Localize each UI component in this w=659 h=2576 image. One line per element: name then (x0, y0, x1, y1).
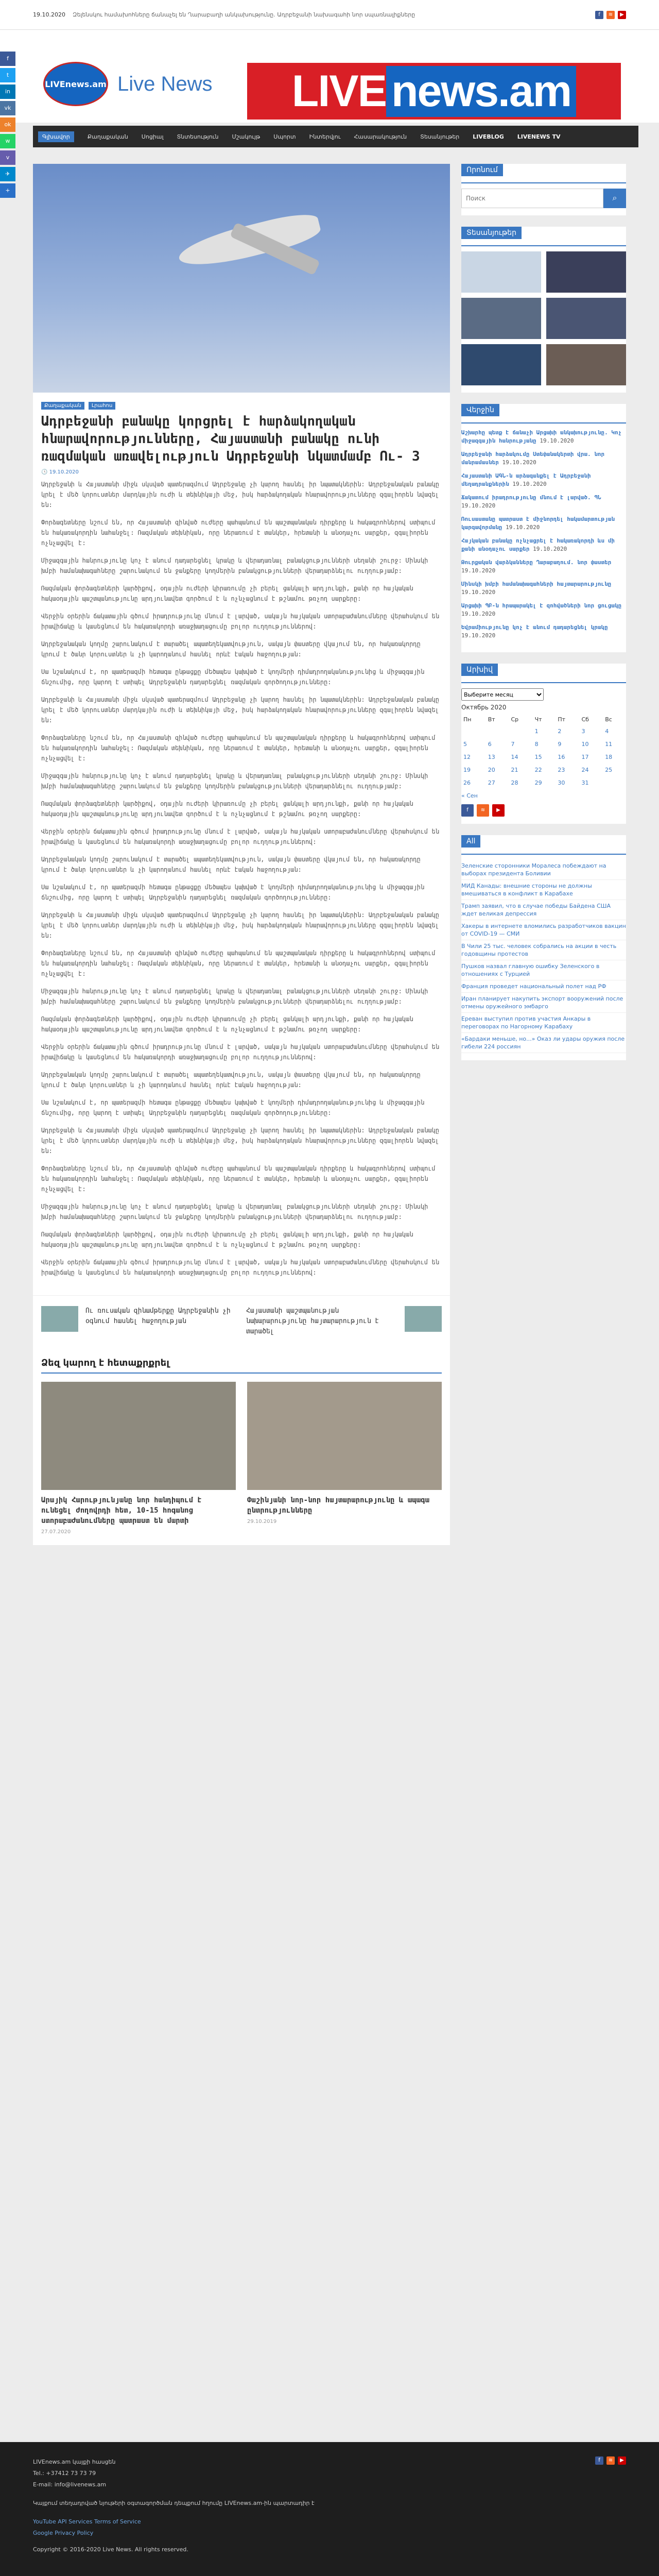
viber-share-icon[interactable]: v (0, 150, 15, 165)
archive-select[interactable] (461, 688, 544, 701)
footer-social (595, 2456, 626, 2465)
calendar-day[interactable]: 15 (534, 754, 542, 760)
top-social (595, 11, 626, 19)
article-paragraph: Վերջին օրերին ճակատային գծում իրադրությունը մնում է լարված, սակայն հայկական ստորաբաժանումները վերահսկում են իրավիճակը և կասեցնում են հակառակորդի առաջխաղացումը բոլոր ուղղություններով: (41, 1043, 440, 1061)
more-share-icon[interactable]: + (0, 183, 15, 198)
facebook-icon[interactable]: f (595, 11, 603, 19)
article-paragraph: Ադրբեջանի և Հայաստանի միջև սկսված պատերազմում Ադրբեջանը չի կարող հասնել իր նպատակներին: Ադրբեջանական բանակը կրել է մեծ կորուստներ մարդկային ուժի և տեխնիկայի մեջ, իսկ հարձակողական հնարավորությունները զգալիորեն նվազել են: (41, 1127, 440, 1155)
related-date: 29.10.2019 (247, 1519, 277, 1524)
article-paragraph: Միջազգային հանրությունը կոչ է անում դադարեցնել կրակը և վերադառնալ բանակցությունների սեղանի շուրջ: Մինսկի խմբի համանախագահները շարունակում են ջանքերը կողմերին բանակցությունների վերադարձնելու ուղղությամբ: (41, 988, 428, 1005)
prev-post-title[interactable]: Ու ռուսական զինամթերքը Ադրբեջանին չի օգնում հասնել հաջողության (85, 1307, 231, 1325)
vk-share-icon[interactable]: vk (0, 101, 15, 115)
nav-item[interactable]: Սոցիալ (141, 133, 164, 140)
widget-title: Արխիվ (461, 664, 498, 676)
widget-title: Վերջին (461, 404, 499, 416)
article-paragraph: Սա նշանակում է, որ պատերազմի հետագա ընթացքը մեծապես կախված է կողմերի դիմադրողականությունից և միջազգային ճնշումից, որը կարող է ստիպել Ադրբեջանին դադարեցնել ռազմական գործողությունները: (41, 668, 425, 686)
next-post-thumb (405, 1306, 442, 1332)
feed-widget (461, 835, 626, 1060)
widget-title: Տեսանյութեր (461, 227, 522, 239)
calendar: Октябрь 2020 Пн Вт Ср Чт Пт Сб Вс 1 2 3 4 5 6 7 8 9 10 11 12 13 14 15 16 17 18 19 20 21 22 23 24 25 26 27 28 29 30 31 (461, 701, 626, 789)
facebook-icon[interactable]: f (461, 804, 474, 817)
calendar-day[interactable]: 26 (463, 779, 471, 786)
recent-link[interactable]: Մինսկի խմբի համանախագահների հայտարարությունը 19.10.2020 (461, 581, 612, 596)
calendar-day[interactable]: 25 (605, 767, 613, 773)
telegram-share-icon[interactable]: ✈ (0, 167, 15, 181)
feed-link[interactable]: Зеленские сторонники Моралеса побеждают на выборах президента Боливии (461, 860, 626, 880)
calendar-day[interactable]: 6 (488, 741, 492, 748)
article-date: 🕓 19.10.2020 (41, 469, 79, 475)
article-paragraph: Սա նշանակում է, որ պատերազմի հետագա ընթացքը մեծապես կախված է կողմերի դիմադրողականությունից և միջազգային ճնշումից, որը կարող է ստիպել Ադրբեջանին դադարեցնել ռազմական գործողությունները: (41, 884, 425, 901)
footer-line: E-mail: info@livenews.am (33, 2481, 107, 2488)
recent-widget (461, 404, 626, 652)
related-image[interactable] (41, 1382, 236, 1490)
feed-link[interactable]: Иран планирует накупить экспорт вооружений после отмены оружейного эмбарго (461, 993, 626, 1013)
article-paragraph: Ադրբեջանի և Հայաստանի միջև սկսված պատերազմում Ադրբեջանը չի կարող հասնել իր նպատակներին: Ադրբեջանական բանակը կրել է մեծ կորուստներ մարդկային ուժի և տեխնիկայի մեջ, իսկ հարձակողական հնարավորությունները զգալիորեն նվազել են: (41, 696, 440, 724)
widget-social (461, 804, 626, 817)
facebook-share-icon[interactable]: f (0, 52, 15, 66)
article-paragraph: Ռազմական փորձագետների կարծիքով, օդային ուժերի կիրառումը չի բերել ցանկալի արդյունքի, քանի որ հայկական հակաօդային պաշտպանությունը արդյունավետ գործում է և ոչնչացնում է թշնամու թռչող սարքերը: (41, 1231, 413, 1248)
article-paragraph: Փորձագետները նշում են, որ Հայաստանի զինված ուժերը պահպանում են պաշտպանական դիրքերը և հակագրոհներով ստիպում են հակառակորդին նահանջել: Ռազմական տեխնիկան, որը ներառում է տանկեր, հրետանի և անօդաչու սարքեր, զգալիորեն ոչնչացվել է: (41, 519, 436, 547)
feed-link[interactable]: Трамп заявил, что в случае победы Байдена США ждет великая депрессия (461, 900, 626, 920)
widget-title: All (461, 835, 480, 848)
news-ticker[interactable]: Զելենսկու համախոհները ճանաչել են Ղարաբաղի անկախությունը. Ադրբեջանի նախագահի նոր սպառնալիքները (72, 11, 415, 18)
article-paragraph: Փորձագետները նշում են, որ Հայաստանի զինված ուժերը պահպանում են պաշտպանական դիրքերը և հակագրոհներով ստիպում են հակառակորդին նահանջել: Ռազմական տեխնիկան, որը ներառում է տանկեր, հրետանի և անօդաչու սարքեր, զգալիորեն ոչնչացվել է: (41, 950, 436, 977)
calendar-caption: Октябрь 2020 (461, 704, 507, 711)
site-header (0, 30, 659, 123)
calendar-day[interactable]: 16 (558, 754, 565, 760)
feed-link[interactable]: МИД Канады: внешние стороны не должны вмешиваться в конфликт в Карабахе (461, 880, 626, 900)
site-footer (0, 2442, 659, 2576)
calendar-day[interactable]: 22 (534, 767, 542, 773)
calendar-day[interactable]: 11 (605, 741, 613, 748)
twitter-share-icon[interactable]: t (0, 68, 15, 82)
next-post-title[interactable]: Հայաստանի պաշտպանության նախարարությունը հայտարարություն է տարածել (246, 1307, 379, 1335)
logo-badge: LIVEnews.am (43, 62, 108, 106)
article-paragraph: Ադրբեջանական կողմը շարունակում է տարածել ապատեղեկատվություն, սակայն փաստերը վկայում են, որ հակառակորդը կրում է ծանր կորուստներ և չի կարողանում հասնել որևէ էական հաջողության: (41, 640, 421, 658)
calendar-day[interactable]: 8 (534, 741, 539, 748)
banner-news: news.am (386, 66, 576, 117)
calendar-day[interactable]: 14 (511, 754, 518, 760)
article-date-text[interactable]: 19.10.2020 (49, 469, 79, 475)
prev-post[interactable] (41, 1306, 237, 1337)
article-paragraph: Վերջին օրերին ճակատային գծում իրադրությունը մնում է լարված, սակայն հայկական ստորաբաժանումները վերահսկում են իրավիճակը և կասեցնում են հակառակորդի առաջխաղացումը բոլոր ուղղություններով: (41, 1259, 440, 1276)
article-paragraph: Ադրբեջանական կողմը շարունակում է տարածել ապատեղեկատվություն, սակայն փաստերը վկայում են, որ հակառակորդը կրում է ծանր կորուստներ և չի կարողանում հասնել որևէ էական հաջողության: (41, 856, 421, 873)
calendar-day[interactable]: 28 (511, 779, 518, 786)
linkedin-share-icon[interactable]: in (0, 84, 15, 99)
article-paragraph: Ադրբեջանի և Հայաստանի միջև սկսված պատերազմում Ադրբեջանը չի կարող հասնել իր նպատակներին: Ադրբեջանական բանակը կրել է մեծ կորուստներ մարդկային ուժի և տեխնիկայի մեջ, իսկ հարձակողական հնարավորությունները զգալիորեն նվազել են: (41, 481, 440, 509)
article-paragraph: Ռազմական փորձագետների կարծիքով, օդային ուժերի կիրառումը չի բերել ցանկալի արդյունքի, քանի որ հայկական հակաօդային պաշտպանությունը արդյունավետ գործում է և ոչնչացնում է թշնամու թռչող սարքերը: (41, 800, 413, 818)
video-thumb[interactable] (461, 298, 541, 339)
nav-item[interactable]: Ինտերվյու (309, 133, 341, 140)
recent-link[interactable]: Ադրբեջանի հարձակումը Ստեփանակերտի վրա. նոր մանրամասներ 19.10.2020 (461, 451, 605, 466)
calendar-day[interactable]: 18 (605, 754, 613, 760)
calendar-day[interactable]: 27 (488, 779, 495, 786)
article-paragraph: Փորձագետները նշում են, որ Հայաստանի զինված ուժերը պահպանում են պաշտպանական դիրքերը և հակագրոհներով ստիպում են հակառակորդին նահանջել: Ռազմական տեխնիկան, որը ներառում է տանկեր, հրետանի և անօդաչու սարքեր, զգալիորեն ոչնչացվել է: (41, 734, 436, 762)
article-paragraph: Վերջին օրերին ճակատային գծում իրադրությունը մնում է լարված, սակայն հայկական ստորաբաժանումները վերահսկում են իրավիճակը և կասեցնում են հակառակորդի առաջխաղացումը բոլոր ուղղություններով: (41, 613, 440, 630)
whatsapp-share-icon[interactable]: w (0, 134, 15, 148)
site-title[interactable]: Live News (117, 72, 213, 95)
related-posts (33, 1347, 450, 1545)
top-date: 19.10.2020 (33, 11, 65, 18)
related-item[interactable] (247, 1382, 442, 1535)
recent-link[interactable]: Հայկական բանակը ոչնչացրել է հակառակորդի ևս մի քանի անօդաչու սարքեր 19.10.2020 (461, 537, 615, 552)
widget-title: Որոնում (461, 164, 503, 176)
rss-icon[interactable]: ≋ (606, 2456, 615, 2465)
ok-share-icon[interactable]: ok (0, 117, 15, 132)
calendar-day[interactable]: 19 (463, 767, 471, 773)
feed-link[interactable]: Хакеры в интернете вломились разработчиков вакцин от COVID-19 — СМИ (461, 920, 626, 940)
calendar-day[interactable]: 12 (463, 754, 471, 760)
main-nav (33, 126, 638, 147)
article-paragraph: Վերջին օրերին ճակատային գծում իրադրությունը մնում է լարված, սակայն հայկական ստորաբաժանումները վերահսկում են իրավիճակը և կասեցնում են հակառակորդի առաջխաղացումը բոլոր ուղղություններով: (41, 828, 440, 845)
video-thumb[interactable] (546, 344, 626, 385)
article-paragraph: Միջազգային հանրությունը կոչ է անում դադարեցնել կրակը և վերադառնալ բանակցությունների սեղանի շուրջ: Մինսկի խմբի համանախագահները շարունակում են ջանքերը կողմերին բանակցությունների վերադարձնելու ուղղությամբ: (41, 1203, 428, 1221)
article-paragraph: Ադրբեջանի և Հայաստանի միջև սկսված պատերազմում Ադրբեջանը չի կարող հասնել իր նպատակներին: Ադրբեջանական բանակը կրել է մեծ կորուստներ մարդկային ուժի և տեխնիկայի մեջ, իսկ հարձակողական հնարավորությունները զգալիորեն նվազել են: (41, 911, 440, 939)
nav-item-home[interactable]: Գլխավոր (38, 131, 74, 142)
article-paragraph: Ադրբեջանական կողմը շարունակում է տարածել ապատեղեկատվություն, սակայն փաստերը վկայում են, որ հակառակորդը կրում է ծանր կորուստներ և չի կարողանում հասնել որևէ էական հաջողության: (41, 1071, 421, 1089)
nav-item[interactable]: Հասարակություն (354, 133, 407, 140)
search-widget (461, 164, 626, 215)
post-navigation (33, 1295, 450, 1347)
recent-link[interactable]: Աշխարհը պետք է ճանաչի Արցախի անկախությունը. Կոչ միջազգային հանրությանը 19.10.2020 (461, 429, 622, 444)
article-title: Ադրբեջանի բանակը կորցրել է հարձակողական հնարավորությունները, Հայաստանի բանակը ունի ռազմական առավելություն Ադրբեջանի նկատմամբ Ու- 3 (41, 414, 420, 464)
photo-widget (461, 227, 626, 393)
article-main (33, 164, 450, 1545)
article-paragraph: Սա նշանակում է, որ պատերազմի հետագա ընթացքը մեծապես կախված է կողմերի դիմադրողականությունից և միջազգային ճնշումից, որը կարող է ստիպել Ադրբեջանին դադարեցնել ռազմական գործողությունները: (41, 1099, 425, 1116)
calendar-day[interactable]: 2 (558, 728, 562, 735)
article-paragraph: Ռազմական փորձագետների կարծիքով, օդային ուժերի կիրառումը չի բերել ցանկալի արդյունքի, քանի որ հայկական հակաօդային պաշտպանությունը արդյունավետ գործում է և ոչնչացնում է թշնամու թռչող սարքերը: (41, 585, 413, 602)
calendar-day[interactable]: 4 (605, 728, 609, 735)
sidebar (461, 164, 626, 1072)
recent-link[interactable]: Ռուսաստանը պատրաստ է միջնորդել հակամարտության կարգավորմանը 19.10.2020 (461, 516, 615, 531)
tag[interactable]: Լրահոս (89, 402, 115, 410)
footer-privacy-link[interactable]: Google Privacy Policy (33, 2530, 94, 2536)
recent-link[interactable]: Հայաստանի ԱԳՆ-ն արձագանքել է Ադրբեջանի մեղադրանքներին 19.10.2020 (461, 472, 591, 487)
nav-liveblog[interactable]: LIVEBLOG (473, 133, 504, 140)
calendar-prev-link[interactable]: « Сен (461, 792, 478, 799)
calendar-day[interactable]: 24 (581, 767, 589, 773)
nav-item[interactable]: Տնտեսություն (177, 133, 219, 140)
footer-line: LIVEnews.am կայքի հասցեն (33, 2459, 116, 2465)
calendar-day[interactable]: 30 (558, 779, 565, 786)
footer-line: Կայքում տեղադրված նյութերի օգտագործման դեպքում հղումը LIVEnews.am-ին պարտադիր է (33, 2500, 315, 2506)
nav-item[interactable]: Սպորտ (273, 133, 296, 140)
calendar-day[interactable]: 31 (581, 779, 589, 786)
facebook-icon[interactable]: f (595, 2456, 603, 2465)
logo[interactable] (43, 62, 213, 106)
calendar-day[interactable]: 10 (581, 741, 589, 748)
article-paragraph: Միջազգային հանրությունը կոչ է անում դադարեցնել կրակը և վերադառնալ բանակցությունների սեղանի շուրջ: Մինսկի խմբի համանախագահները շարունակում են ջանքերը կողմերին բանակցությունների վերադարձնելու ուղղությամբ: (41, 772, 428, 790)
feed-link[interactable]: «Бардаки меньше, но...» Оказ ли удары оружия после гибели 224 россиян (461, 1033, 626, 1053)
calendar-day[interactable]: 5 (463, 741, 467, 748)
video-thumb[interactable] (546, 251, 626, 293)
recent-link[interactable]: Եվրամիությունը կոչ է անում դադարեցնել կրակը 19.10.2020 (461, 624, 608, 639)
feed-link[interactable]: Пушков назвал главную ошибку Зеленского в отношениях с Турцией (461, 960, 626, 980)
floating-share-bar (0, 52, 15, 198)
feed-link[interactable]: Франция проведет национальный полет над РФ (461, 980, 626, 993)
article-paragraph: Ռազմական փորձագետների կարծիքով, օդային ուժերի կիրառումը չի բերել ցանկալի արդյունքի, քանի որ հայկական հակաօդային պաշտպանությունը արդյունավետ գործում է և ոչնչացնում է թշնամու թռչող սարքերը: (41, 1015, 413, 1033)
related-date: 27.07.2020 (41, 1529, 71, 1535)
calendar-day[interactable]: 7 (511, 741, 515, 748)
rss-icon[interactable]: ≋ (477, 804, 489, 817)
related-item[interactable] (41, 1382, 236, 1535)
related-heading: Ձեզ կարող է հետաքրքրել (41, 1358, 442, 1374)
calendar-day[interactable]: 3 (581, 728, 585, 735)
footer-youtube-terms-link[interactable]: YouTube API Services Terms of Service (33, 2518, 141, 2525)
article-paragraph: Փորձագետները նշում են, որ Հայաստանի զինված ուժերը պահպանում են պաշտպանական դիրքերը և հակագրոհներով ստիպում են հակառակորդին նահանջել: Ռազմական տեխնիկան, որը ներառում է տանկեր, հրետանի և անօդաչու սարքեր, զգալիորեն ոչնչացվել է: (41, 1165, 436, 1193)
banner-live: LIVE (291, 66, 386, 116)
archive-widget (461, 664, 626, 824)
calendar-day[interactable]: 17 (581, 754, 589, 760)
nav-item[interactable]: Տեսանյութեր (420, 133, 460, 140)
prev-post-thumb (41, 1306, 78, 1332)
next-post[interactable] (246, 1306, 442, 1337)
youtube-icon[interactable]: ▶ (492, 804, 505, 817)
nav-item[interactable]: Մշակույթ (232, 133, 261, 140)
video-thumb[interactable] (461, 344, 541, 385)
related-title[interactable]: Փաշինյանի նոր-նոր հայտարարությունը և ապագա ընտրությունները (247, 1496, 430, 1515)
top-bar (0, 0, 659, 30)
calendar-day[interactable]: 20 (488, 767, 495, 773)
article-paragraph: Միջազգային հանրությունը կոչ է անում դադարեցնել կրակը և վերադառնալ բանակցությունների սեղանի շուրջ: Մինսկի խմբի համանախագահները շարունակում են ջանքերը կողմերին բանակցությունների վերադարձնելու ուղղությամբ: (41, 557, 428, 574)
video-thumb[interactable] (461, 251, 541, 293)
recent-link[interactable]: Թուրքական վարձկանները Ղարաբաղում. նոր փաստեր 19.10.2020 (461, 559, 612, 574)
feed-link[interactable]: Ереван выступил против участия Анкары в переговорах по Нагорному Карабаху (461, 1013, 626, 1033)
tag[interactable]: Քաղաքական (41, 402, 84, 410)
nav-livenews-tv[interactable]: LIVENEWS TV (517, 133, 561, 140)
search-input[interactable] (461, 189, 603, 208)
recent-link[interactable]: Ճակատում իրադրությունը մնում է լարված. ՊՆ 19.10.2020 (461, 494, 601, 509)
header-banner[interactable] (247, 63, 621, 120)
youtube-icon[interactable]: ▶ (618, 2456, 626, 2465)
related-title[interactable]: Արայիկ Հարությունյանը նոր հանդիպում է ունեցել ժողովրդի հետ, 10-15 հոգանոց ստորաբաժանումները պատրաստ են մարտի (41, 1496, 202, 1525)
calendar-day[interactable]: 29 (534, 779, 542, 786)
video-thumb[interactable] (546, 298, 626, 339)
article-hero-image (33, 164, 450, 393)
calendar-day[interactable]: 1 (534, 728, 539, 735)
footer-line: Tel.: +37412 73 73 79 (33, 2470, 96, 2477)
footer-copyright: Copyright © 2016-2020 Live News. All rights reserved. (33, 2546, 188, 2553)
related-image[interactable] (247, 1382, 442, 1490)
nav-item[interactable]: Քաղաքական (87, 133, 128, 140)
article-tags (33, 393, 450, 413)
calendar-day[interactable]: 21 (511, 767, 518, 773)
recent-link[interactable]: Արցախի ՊԲ-ն հրապարակել է զոհվածների նոր ցուցակը 19.10.2020 (461, 602, 622, 617)
calendar-day[interactable]: 13 (488, 754, 495, 760)
youtube-icon[interactable]: ▶ (618, 11, 626, 19)
calendar-day[interactable]: 9 (558, 741, 562, 748)
search-button[interactable] (603, 189, 626, 208)
calendar-day[interactable]: 23 (558, 767, 565, 773)
search-icon: ⌕ (612, 194, 617, 202)
rss-icon[interactable]: ≋ (606, 11, 615, 19)
feed-link[interactable]: В Чили 25 тыс. человек собрались на акции в честь годовщины протестов (461, 940, 626, 960)
